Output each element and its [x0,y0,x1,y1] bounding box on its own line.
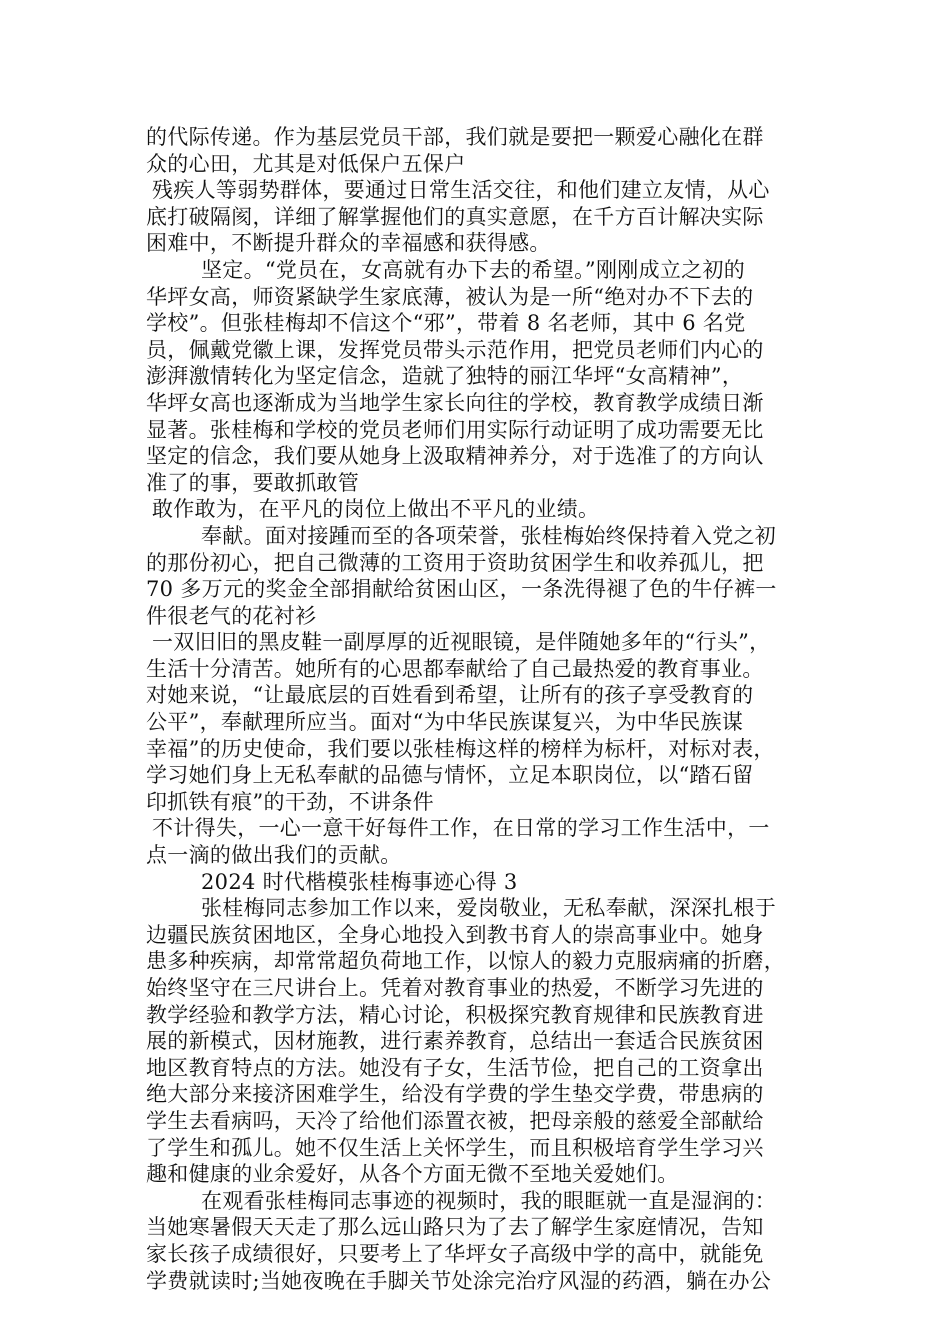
paragraph-start-line: 坚定。“党员在，女高就有办下去的希望。”刚刚成立之初的 [201,257,746,282]
paragraph-start-line: 奉献。面对接踵而至的各项荣誉，张桂梅始终保持着入党之初 [201,523,777,548]
text-line: 展的新模式，因材施教，进行素养教育，总结出一套适合民族贫困 [146,1029,764,1054]
text-line: 公平”，奉献理所应当。面对“为中华民族谋复兴，为中华民族谋 [146,710,744,735]
body-text [146,124,836,1294]
text-line: 坚定的信念，我们要从她身上汲取精神养分，对于选准了的方向认 [146,444,764,469]
text-line: 对她来说，“让最底层的百姓看到希望，让所有的孩子享受教育的 [146,683,754,708]
text-line: 幸福”的历史使命，我们要以张桂梅这样的榜样为标杆，对标对表， [146,736,775,761]
text-line: 印抓铁有痕”的干劲，不讲条件 [146,789,434,814]
text-line: 学习她们身上无私奉献的品德与情怀，立足本职岗位，以“踏石留 [146,763,754,788]
text-line: 澎湃激情转化为坚定信念，造就了独特的丽江华坪“女高精神”， [146,364,744,389]
text-line: 家长孩子成绩很好，只要考上了华坪女子高级中学的高中，就能免 [146,1241,764,1266]
text-line: 不计得失，一心一意干好每件工作，在日常的学习工作生活中，一 [152,816,770,841]
text-line: 生活十分清苦。她所有的心思都奉献给了自己最热爱的教育事业。 [146,656,764,681]
text-line: 困难中，不断提升群众的幸福感和获得感。 [146,231,551,256]
text-line: 患多种疾病，却常常超负荷地工作，以惊人的毅力克服病痛的折磨， [146,949,785,974]
text-line: 学费就读时;当她夜晚在手脚关节处涂完治疗风湿的药酒，躺在办公 [146,1268,772,1293]
text-line: 边疆民族贫困地区，全身心地投入到教书育人的崇高事业中。她身 [146,922,764,947]
text-line: 件很老气的花衬衫 [146,603,317,628]
text-line: 华坪女高，师资紧缺学生家底薄，被认为是一所“绝对办不下去的 [146,284,754,309]
text-line: 当她寒暑假天天走了那么远山路只为了去了解学生家庭情况，告知 [146,1215,764,1240]
text-line: 学生去看病吗，天冷了给他们添置衣被，把母亲般的慈爱全部献给 [146,1108,764,1133]
text-line: 众的心田，尤其是对低保户五保户 [146,151,466,176]
text-line: 准了的事，要敢抓敢管 [146,470,359,495]
text-line: 华坪女高也逐渐成为当地学生家长向往的学校，教育教学成绩日渐 [146,390,764,415]
text-line: 底打破隔阂，详细了解掌握他们的真实意愿，在千方百计解决实际 [146,204,764,229]
paragraph-start-line: 在观看张桂梅同志事迹的视频时，我的眼眶就一直是湿润的： [201,1188,777,1213]
text-line: 趣和健康的业余爱好，从各个方面无微不至地关爱她们。 [146,1162,679,1187]
text-line: 了学生和孤儿。她不仅生活上关怀学生，而且积极培育学生学习兴 [146,1135,764,1160]
text-line: 地区教育特点的方法。她没有子女，生活节俭，把自己的工资拿出 [146,1055,764,1080]
text-line: 残疾人等弱势群体，要通过日常生活交往，和他们建立友情，从心 [152,178,770,203]
text-line: 70 多万元的奖金全部捐献给贫困山区，一条洗得褪了色的牛仔裤一 [146,577,777,602]
text-line: 敢作敢为，在平凡的岗位上做出不平凡的业绩。 [152,497,600,522]
text-line: 教学经验和教学方法，精心讨论，积极探究教育规律和民族教育进 [146,1002,764,1027]
text-line: 员，佩戴党徽上课，发挥党员带头示范作用，把党员老师们内心的 [146,337,764,362]
text-line: 的那份初心，把自己微薄的工资用于资助贫困学生和收养孤儿，把 [146,550,764,575]
text-line: 显著。张桂梅和学校的党员老师们用实际行动证明了成功需要无比 [146,417,764,442]
text-line: 学校”。但张桂梅却不信这个“邪”，带着 8 名老师，其中 6 名党 [146,311,746,336]
text-line: 点一滴的做出我们的贡献。 [146,843,402,868]
paragraph-start-line: 张桂梅同志参加工作以来，爱岗敬业，无私奉献，深深扎根于 [201,896,777,921]
section-heading: 2024 时代楷模张桂梅事迹心得 3 [201,869,518,894]
text-line: 始终坚守在三尺讲台上。凭着对教育事业的热爱，不断学习先进的 [146,976,764,1000]
text-line: 的代际传递。作为基层党员干部，我们就是要把一颗爱心融化在群 [146,125,764,149]
text-line: 绝大部分来接济困难学生，给没有学费的学生垫交学费，带患病的 [146,1082,764,1107]
text-line: 一双旧旧的黑皮鞋一副厚厚的近视眼镜，是伴随她多年的“行头”， [152,630,771,655]
